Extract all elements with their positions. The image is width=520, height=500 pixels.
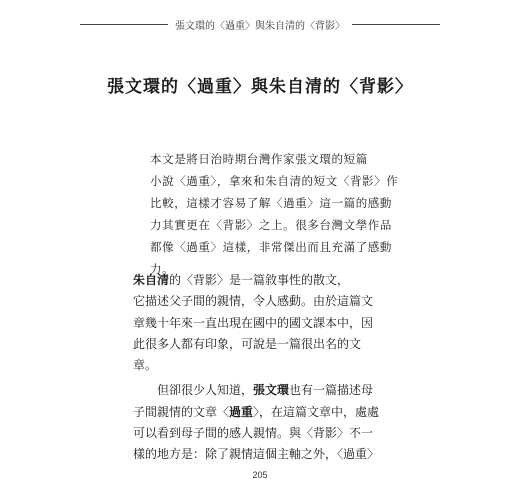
- body-line: 但卻很少人知道，張文環也有一篇描述母: [157, 383, 374, 398]
- intro-line: 小說〈過重〉，拿來和朱自清的短文〈背影〉作: [150, 174, 399, 188]
- author-name-zhu: 朱自清: [133, 273, 170, 287]
- body-line: 可以看到母子間的感人親情。與〈背影〉不一: [133, 426, 374, 441]
- intro-line: 本文是將日治時期台灣作家張文環的短篇: [150, 152, 368, 166]
- body-line: 樣的地方是：除了親情這個主軸之外，〈過重〉: [133, 447, 380, 462]
- work-title-guozhong: 過重: [229, 404, 254, 419]
- body-line: 章幾十年來一直出現在國中的國文課本中，因: [133, 315, 374, 330]
- body-line: 章。: [133, 358, 158, 373]
- running-header: [80, 14, 440, 36]
- header-rule-right: [352, 24, 440, 25]
- page-number: 205: [252, 470, 268, 480]
- intro-abstract: [150, 148, 399, 280]
- intro-line: 都像〈過重〉這樣，非常傑出而且充滿了感動: [150, 240, 392, 254]
- body-line: 此很多人都有印象，可說是一篇很出名的文: [133, 336, 362, 351]
- body-line: 子間親情的文章〈過重〉，在這篇文章中，處處: [133, 404, 380, 419]
- body-line: 它描述父子間的親情，令人感動。由於這篇文: [133, 294, 374, 309]
- intro-line: 比較，這樣才容易了解〈過重〉這一篇的感動: [150, 196, 392, 210]
- body-paragraph-2: [133, 380, 395, 465]
- header-rule-left: [80, 24, 168, 25]
- intro-line: 力其實更在〈背影〉之上。很多台灣文學作品: [150, 218, 392, 232]
- running-header-title: 張文環的〈過重〉與朱自清的〈背影〉: [175, 21, 345, 32]
- chapter-title: 張文環的〈過重〉與朱自清的〈背影〉: [107, 77, 413, 97]
- body-text: [133, 270, 395, 466]
- author-name-zhang: 張文環: [253, 383, 290, 398]
- intro-line: 力。: [150, 262, 175, 276]
- body-paragraph-1: [133, 270, 395, 376]
- body-line: 朱自清的〈背影〉是一篇敘事性的散文，: [133, 273, 350, 287]
